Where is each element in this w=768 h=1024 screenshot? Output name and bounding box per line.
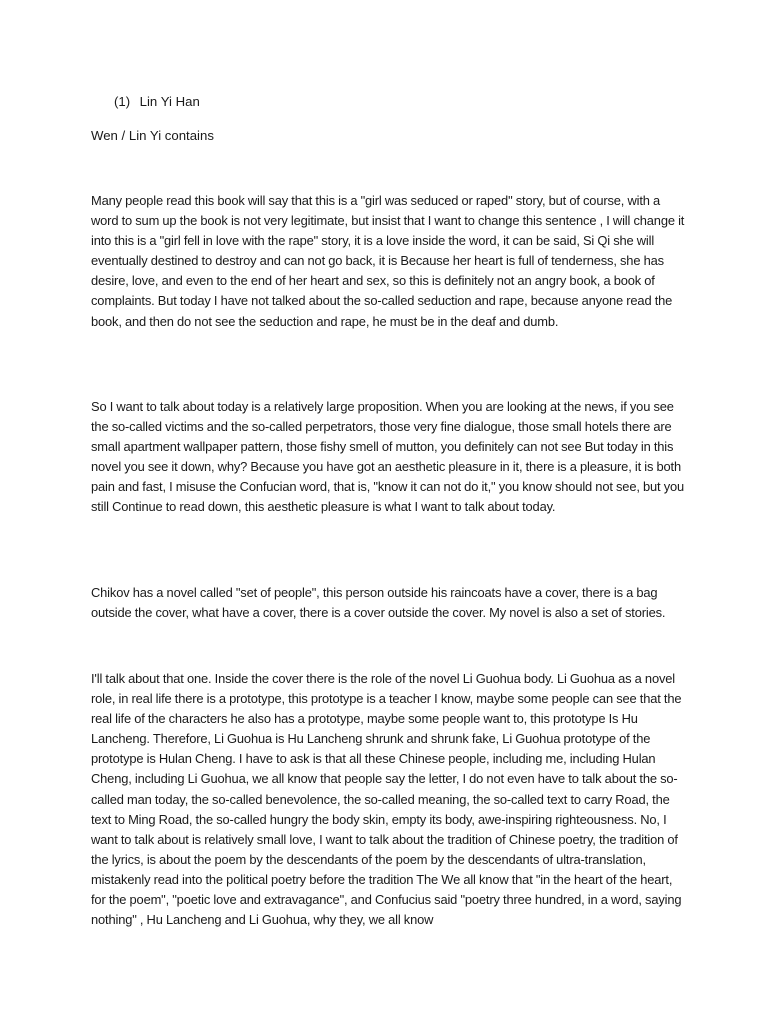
paragraph: Chikov has a novel called "set of people", this person outside his raincoats have a cover, there is a bag outside the cover, what have a cover, there is a cover outside the cover. My novel is also a set of stories. bbox=[91, 585, 666, 621]
heading-title: Lin Yi Han bbox=[139, 94, 200, 109]
byline: Wen / Lin Yi contains bbox=[91, 128, 214, 143]
list-number: (1) bbox=[114, 94, 131, 109]
paragraph: So I want to talk about today is a relatively large proposition. When you are looking at the news, if you see the so-called victims and the so-called perpetrators, those very fine dialogue, those small hotels there are small apartment wallpaper pattern, those fishy smell of mutton, you definitely can not see But today in this novel you see it down, why? Because you have got an aesthetic pleasure in it, there is a pleasure, it is both pain and fast, I misuse the Confucian word, that is, "know it can not do it," you know should not see, but you still Continue to read down, this aesthetic pleasure is what I want to talk about today. bbox=[91, 399, 685, 515]
paragraph: Many people read this book will say that this is a "girl was seduced or raped" story, but of course, with a word to sum up the book is not very legitimate, but insist that I want to change this sentence , I will change it into this is a "girl fell in love with the rape" story, it is a love inside the word, it can be said, Si Qi she will eventually destined to destroy and can not go back, it is Because her heart is full of tenderness, she has desire, love, and even to the end of her heart and sex, so this is definitely not an angry book, a book of complaints. But today I have not talked about the so-called seduction and rape, because anyone read the book, and then do not see the seduction and rape, he must be in the deaf and dumb. bbox=[91, 193, 685, 329]
numbered-heading bbox=[114, 94, 200, 110]
paragraph: I'll talk about that one. Inside the cover there is the role of the novel Li Guohua body. Li Guohua as a novel role, in real life there is a prototype, this prototype is a teacher I know, maybe some people can see that the real life of the characters he also has a prototype, maybe some people want to, this prototype Is Hu Lancheng. Therefore, Li Guohua is Hu Lancheng shrunk and shrunk fake, Li Guohua prototype of the prototype is Hulan Cheng. I have to ask is that all these Chinese people, including me, including Hulan Cheng, including Li Guohua, we all know that people say the letter, I do not even have to talk about the so-called man today, the so-called benevolence, the so-called meaning, the so-called text to carry Road, the text to Ming Road, the so-called hungry the body skin, empty its body, awe-inspiring righteousness. No, I want to talk about is relatively small love, I want to talk about the tradition of Chinese poetry, the tradition of the lyrics, is about the poem by the descendants of the poem by the descendants of ultra-translation, mistakenly read into the political poetry before the tradition The We all know that "in the heart of the heart, for the poem", "poetic love and extravagance", and Confucius said "poetry three hundred, in a word, saying nothing" , Hu Lancheng and Li Guohua, why they, we all know bbox=[91, 671, 682, 928]
